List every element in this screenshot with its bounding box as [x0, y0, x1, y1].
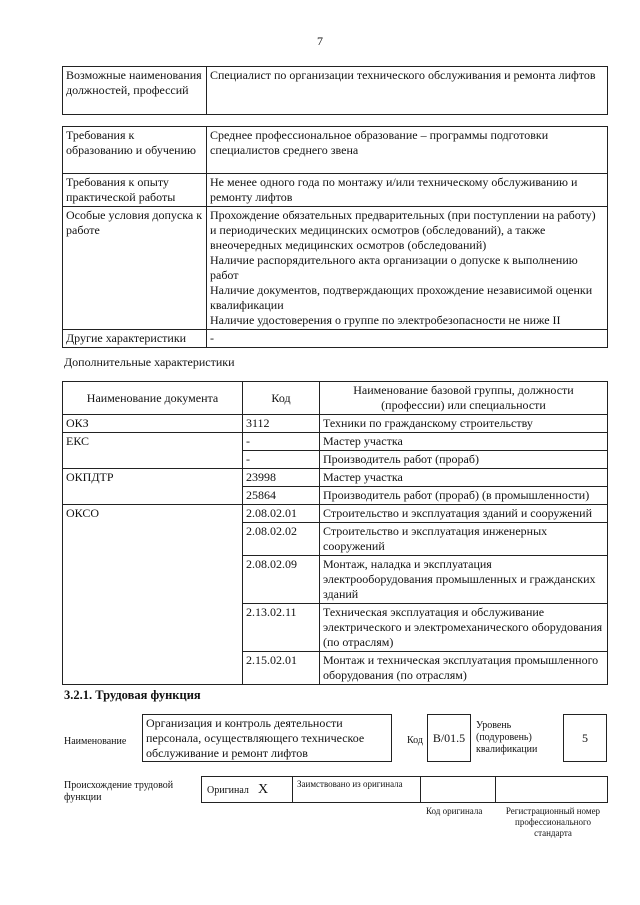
row-name: Строительство и эксплуатация зданий и сооружений — [320, 505, 608, 523]
function-level-label: Уровень (подуровень) квалификации — [476, 720, 538, 755]
row-name: Мастер участка — [320, 433, 608, 451]
origin-borrowed-label: Заимствовано из оригинала — [297, 779, 403, 789]
row-name: Техническая эксплуатация и обслуживание электрического и электромеханического оборудования (по отраслям) — [320, 604, 608, 652]
row-name: Производитель работ (прораб) — [320, 451, 608, 469]
row-code: 23998 — [243, 469, 320, 487]
origin-label: Происхождение трудовой функции — [64, 780, 174, 803]
req-special-value — [207, 207, 608, 330]
row-doc: ОКЗ — [63, 415, 243, 433]
header-name: Наименование базовой группы, должности (профессии) или специальности — [320, 382, 608, 415]
req-experience-label: Требования к опыту практической работы — [63, 174, 207, 207]
function-code-value: B/01.5 — [427, 714, 471, 762]
row-code: - — [243, 451, 320, 469]
origin-code-original-label: Код оригинала — [426, 806, 483, 816]
req-special-line: Наличие удостоверения о группе по электробезопасности не ниже II — [210, 313, 561, 327]
req-other-value: - — [207, 330, 608, 348]
row-doc: ОКПДТР — [63, 469, 243, 505]
row-code: 2.08.02.02 — [243, 523, 320, 556]
origin-original-mark: X — [258, 782, 269, 797]
origin-reg-cell — [495, 776, 608, 803]
row-code: 3112 — [243, 415, 320, 433]
row-name: Монтаж, наладка и эксплуатация электрооборудования промышленных и гражданских зданий — [320, 556, 608, 604]
row-code: 2.13.02.11 — [243, 604, 320, 652]
row-name: Строительство и эксплуатация инженерных сооружений — [320, 523, 608, 556]
function-level-value: 5 — [563, 714, 607, 762]
additional-table — [62, 381, 608, 685]
origin-code-cell — [420, 776, 496, 803]
page-number: 7 — [317, 34, 323, 48]
origin-borrowed-cell — [292, 776, 421, 803]
req-special-line: Прохождение обязательных предварительных (при поступлении на работу) и периодических медицинских осмотров (обследований), а также внеочередных медицинских осмотров (обследований) — [210, 208, 596, 252]
header-code: Код — [243, 382, 320, 415]
row-code: - — [243, 433, 320, 451]
row-doc: ОКСО — [63, 505, 243, 685]
position-table — [62, 66, 608, 115]
row-name: Монтаж и техническая эксплуатация промышленного оборудования (по отраслям) — [320, 652, 608, 685]
row-code: 25864 — [243, 487, 320, 505]
function-code-label: Код — [407, 735, 423, 746]
req-special-label: Особые условия допуска к работе — [63, 207, 207, 330]
function-name-label: Наименование — [64, 736, 127, 747]
row-code: 2.08.02.01 — [243, 505, 320, 523]
row-name: Производитель работ (прораб) (в промышленности) — [320, 487, 608, 505]
additional-title: Дополнительные характеристики — [64, 355, 235, 369]
function-title: 3.2.1. Трудовая функция — [64, 688, 201, 702]
row-name: Техники по гражданскому строительству — [320, 415, 608, 433]
origin-original-label: Оригинал — [207, 785, 249, 796]
function-name-value: Организация и контроль деятельности персонала, осуществляющего техническое обслуживание и ремонт лифтов — [142, 714, 392, 762]
origin-reg-number-label: Регистрационный номер профессионального стандарта — [505, 806, 601, 838]
requirements-table — [62, 126, 608, 348]
origin-original-cell — [201, 776, 293, 803]
position-label: Возможные наименования должностей, профессий — [63, 67, 207, 115]
req-special-line: Наличие распорядительного акта организации о допуске к выполнению работ — [210, 253, 578, 282]
req-education-label: Требования к образованию и обучению — [63, 127, 207, 174]
req-other-label: Другие характеристики — [63, 330, 207, 348]
position-value: Специалист по организации технического обслуживания и ремонта лифтов — [207, 67, 608, 115]
row-code: 2.15.02.01 — [243, 652, 320, 685]
row-code: 2.08.02.09 — [243, 556, 320, 604]
row-doc: ЕКС — [63, 433, 243, 469]
header-doc: Наименование документа — [63, 382, 243, 415]
row-name: Мастер участка — [320, 469, 608, 487]
req-special-line: Наличие документов, подтверждающих прохождение независимой оценки квалификации — [210, 283, 593, 312]
req-experience-value: Не менее одного года по монтажу и/или техническому обслуживанию и ремонту лифтов — [207, 174, 608, 207]
req-education-value: Среднее профессиональное образование – программы подготовки специалистов среднего звена — [207, 127, 608, 174]
